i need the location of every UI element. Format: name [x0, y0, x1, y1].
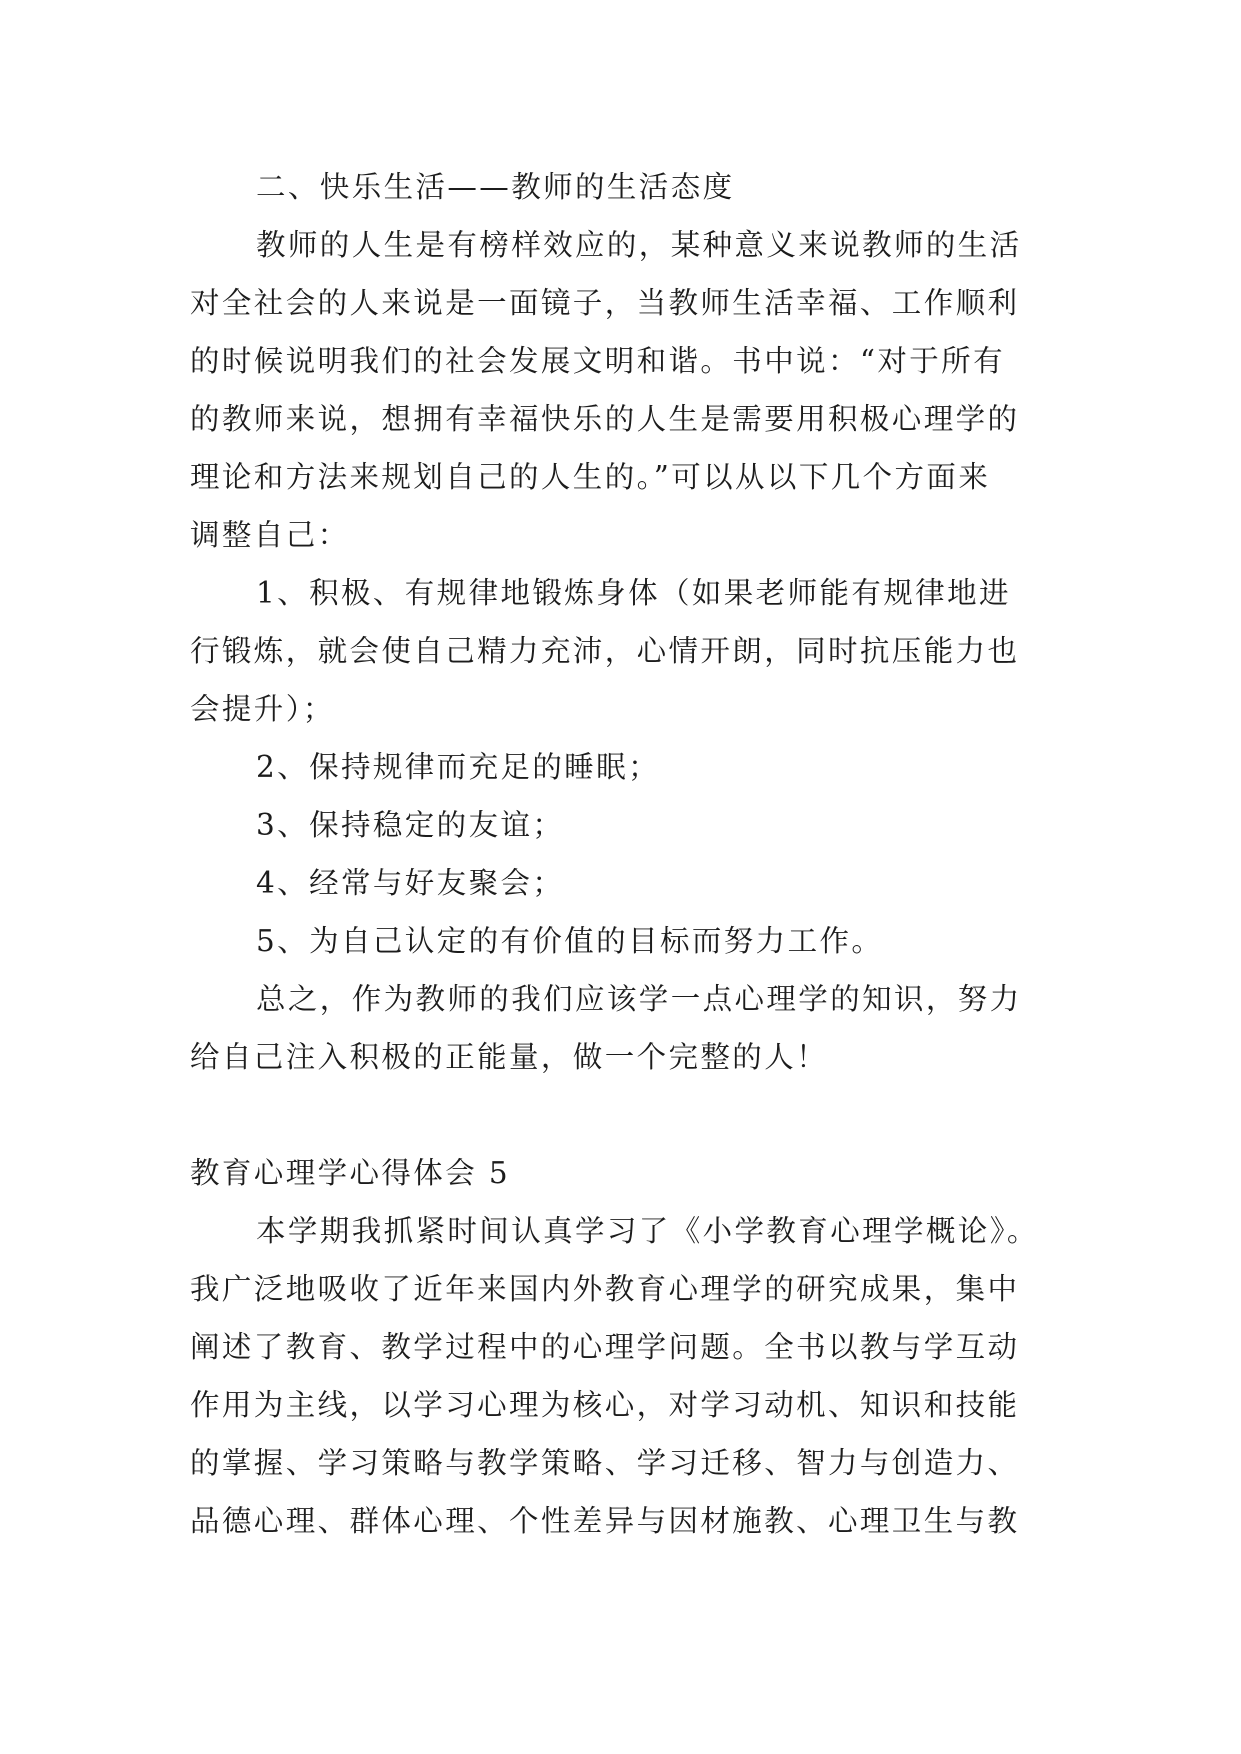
article-paragraph [190, 1202, 1070, 1550]
paragraph-line: 对全社会的人来说是一面镜子，当教师生活幸福、工作顺利 [190, 286, 1020, 320]
article-title: 教育心理学心得体会 5 [190, 1156, 511, 1190]
section-heading: 二、快乐生活——教师的生活态度 [256, 170, 735, 204]
paragraph-line: 理论和方法来规划自己的人生的。”可以从以下几个方面来 [190, 460, 991, 494]
document-body [190, 158, 1070, 1550]
paragraph-line: 1、积极、有规律地锻炼身体（如果老师能有规律地进 [256, 576, 1011, 610]
conclusion-paragraph [190, 970, 1070, 1086]
paragraph-line: 的教师来说，想拥有幸福快乐的人生是需要用积极心理学的 [190, 402, 1020, 436]
paragraph-line: 给自己注入积极的正能量，做一个完整的人！ [190, 1040, 829, 1074]
paragraph-line: 我广泛地吸收了近年来国内外教育心理学的研究成果，集中 [190, 1272, 1020, 1306]
intro-paragraph [190, 216, 1070, 564]
list-item-2: 2、保持规律而充足的睡眠； [256, 750, 660, 784]
paragraph-line: 本学期我抓紧时间认真学习了《小学教育心理学概论》。 [256, 1214, 1039, 1248]
list-item-3: 3、保持稳定的友谊； [256, 808, 565, 842]
paragraph-line: 的掌握、学习策略与教学策略、学习迁移、智力与创造力、 [190, 1446, 1020, 1480]
paragraph-line: 作用为主线，以学习心理为核心，对学习动机、知识和技能 [190, 1388, 1020, 1422]
section-gap [190, 1086, 1070, 1144]
list-item-5: 5、为自己认定的有价值的目标而努力工作。 [256, 924, 884, 958]
list-item-4: 4、经常与好友聚会； [256, 866, 565, 900]
paragraph-line: 品德心理、群体心理、个性差异与因材施教、心理卫生与教 [190, 1504, 1020, 1538]
paragraph-line: 调整自己： [190, 518, 350, 552]
paragraph-line: 阐述了教育、教学过程中的心理学问题。全书以教与学互动 [190, 1330, 1020, 1364]
list-item-1 [190, 564, 1070, 738]
paragraph-line: 总之，作为教师的我们应该学一点心理学的知识，努力 [256, 982, 1022, 1016]
paragraph-line: 行锻炼，就会使自己精力充沛，心情开朗，同时抗压能力也 [190, 634, 1020, 668]
paragraph-line: 的时候说明我们的社会发展文明和谐。书中说：“对于所有 [190, 344, 1005, 378]
paragraph-line: 会提升）； [190, 692, 335, 726]
paragraph-line: 教师的人生是有榜样效应的，某种意义来说教师的生活 [256, 228, 1022, 262]
